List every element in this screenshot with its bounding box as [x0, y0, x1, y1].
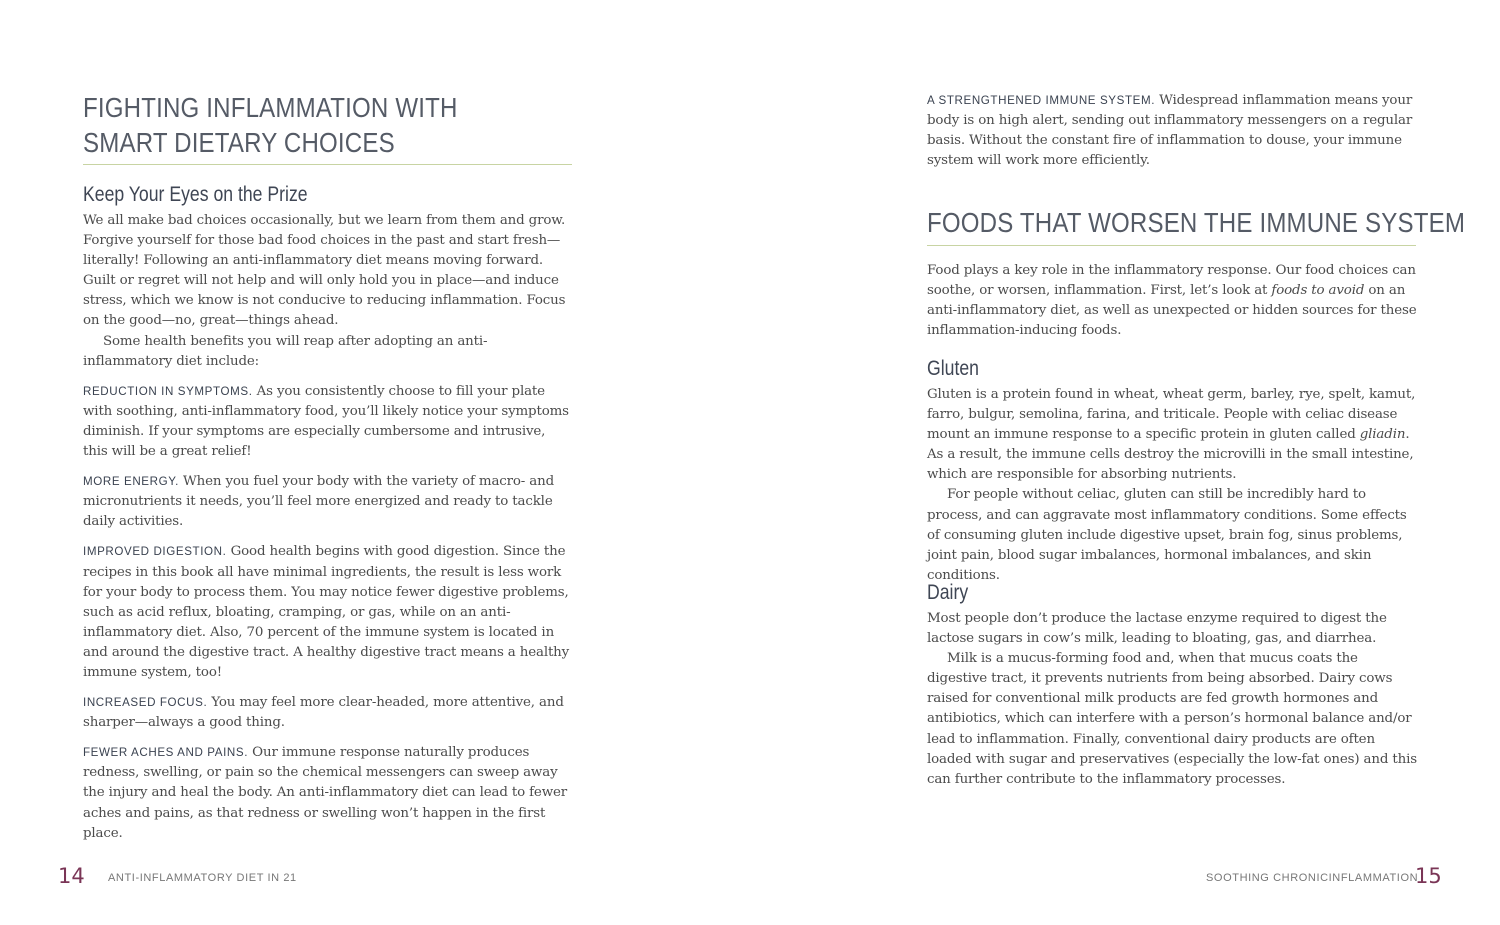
- benefit-lead: REDUCTION IN SYMPTOMS.: [83, 384, 253, 398]
- benefit-lead: FEWER ACHES AND PAINS.: [83, 746, 249, 760]
- benefit-item: [83, 542, 573, 683]
- immune-text: Widespread inflammation means your body is on high alert, sending out inflammatory messengers on a regular basis. Without the constant fire of inflammation to douse, your immune system will work more efficiently.: [927, 93, 1413, 169]
- gluten-text-b: . As a result, the immune cells destroy the microvilli in the small intestine, which are responsible for absorbing nutrients.: [927, 427, 1414, 483]
- gluten-emphasis: gliadin: [1359, 427, 1406, 443]
- benefit-lead: MORE ENERGY.: [83, 475, 179, 489]
- dairy-body: [927, 609, 1417, 790]
- benefit-text: When you fuel your body with the variety of macro- and micronutrients it needs, you’ll feel more energized and ready to tackle daily activities.: [83, 474, 555, 530]
- benefit-lead: INCREASED FOCUS.: [83, 696, 208, 710]
- left-body: [83, 211, 573, 844]
- gluten-heading: Gluten: [927, 357, 979, 380]
- title-line-2: SMART DIETARY CHOICES: [83, 127, 395, 158]
- intro-text-b: on an anti-inflammatory diet, as well as unexpected or hidden sources for these inflammation-inducing foods.: [927, 283, 1417, 339]
- benefit-lead: IMPROVED DIGESTION.: [83, 545, 227, 559]
- benefit-text: As you consistently choose to fill your plate with soothing, anti-inflammatory food, you’ll likely notice your symptoms diminish. If your symptoms are especially cumbersome and intrusive, this will be a great relief!: [83, 383, 569, 460]
- title-rule: [83, 164, 572, 165]
- benefit-text: Our immune response naturally produces redness, swelling, or pain so the chemical messengers can sweep away the injury and heal the body. An anti-inflammatory diet can lead to fewer aches and pains, as that redness or swelling won’t happen in the first place.: [83, 745, 568, 841]
- dairy-paragraph-2: Milk is a mucus-forming food and, when that mucus coats the digestive tract, it prevents nutrients from being absorbed. Dairy cows raised for conventional milk products are fed growth hormones and antibiotics, which can interfere with a person’s hormonal balance and/or lead to inflammation. Finally, conventional dairy products are often loaded with sugar and preservatives (especially the low-fat ones) and this can further contribute to the inflammatory processes.: [927, 651, 1417, 787]
- immune-paragraph: [927, 91, 1417, 171]
- gluten-text-a: Gluten is a protein found in wheat, wheat germ, barley, rye, spelt, kamut, farro, bulgur, semolina, farina, and triticale. People with celiac disease mount an immune response to a specific protein in gluten called: [927, 387, 1416, 443]
- immune-lead: A STRENGTHENED IMMUNE SYSTEM.: [927, 94, 1156, 107]
- intro-emphasis: foods to avoid: [1271, 283, 1365, 299]
- right-intro: [927, 261, 1417, 341]
- page-number-left: 14: [58, 864, 85, 888]
- running-head-right: SOOTHING CHRONICINFLAMMATION: [1206, 872, 1419, 884]
- page-number-right: 15: [1415, 864, 1442, 888]
- running-head-left: ANTI-INFLAMMATORY DIET IN 21: [108, 872, 297, 884]
- benefit-text: Good health begins with good digestion. Since the recipes in this book all have minimal ingredients, the result is less work for your body to process them. You may notice fewer digestive problems, such as acid reflux, bloating, cramping, or gas, while on an anti-inflammatory diet. Also, 70 percent of the immune system is located in and around the digestive tract. A healthy digestive tract means a healthy immune system, too!: [83, 544, 570, 680]
- intro-text-a: Food plays a key role in the inflammatory response. Our food choices can soothe, or worsen, inflammation. First, let’s look at: [927, 263, 1416, 299]
- dairy-heading: Dairy: [927, 581, 969, 604]
- gluten-paragraph-2: For people without celiac, gluten can still be incredibly hard to process, and can aggravate most inflammatory conditions. Some effects of consuming gluten include digestive upset, brain fog, sinus problems, joint pain, blood sugar imbalances, hormonal imbalances, and skin conditions.: [927, 487, 1407, 583]
- benefit-item: [83, 472, 573, 532]
- right-page: [750, 0, 1500, 925]
- benefit-item: [83, 693, 573, 733]
- intro-paragraph-2: Some health benefits you will reap after adopting an anti-inflammatory diet include:: [83, 333, 488, 369]
- gluten-body: [927, 385, 1417, 586]
- intro-paragraph: We all make bad choices occasionally, but we learn from them and grow. Forgive yourself for those bad food choices in the past and start fresh—literally! Following an anti-inflammatory diet means moving forward. Guilt or regret will not help and will only hold you in place—and induce stress, which we know is not conducive to reducing inflammation. Focus on the good—no, great—things ahead.: [83, 213, 566, 329]
- right-title: FOODS THAT WORSEN THE IMMUNE SYSTEM: [927, 207, 1466, 238]
- right-title-rule: [927, 245, 1416, 246]
- subhead: Keep Your Eyes on the Prize: [83, 183, 308, 206]
- benefit-item: [83, 382, 573, 462]
- benefit-item: [83, 743, 573, 843]
- left-title: [83, 90, 519, 160]
- dairy-paragraph-1: Most people don’t produce the lactase enzyme required to digest the lactose sugars in cow’s milk, leading to bloating, gas, and diarrhea.: [927, 611, 1387, 647]
- title-line-1: FIGHTING INFLAMMATION WITH: [83, 92, 458, 123]
- benefit-text: You may feel more clear-headed, more attentive, and sharper—always a good thing.: [83, 695, 564, 731]
